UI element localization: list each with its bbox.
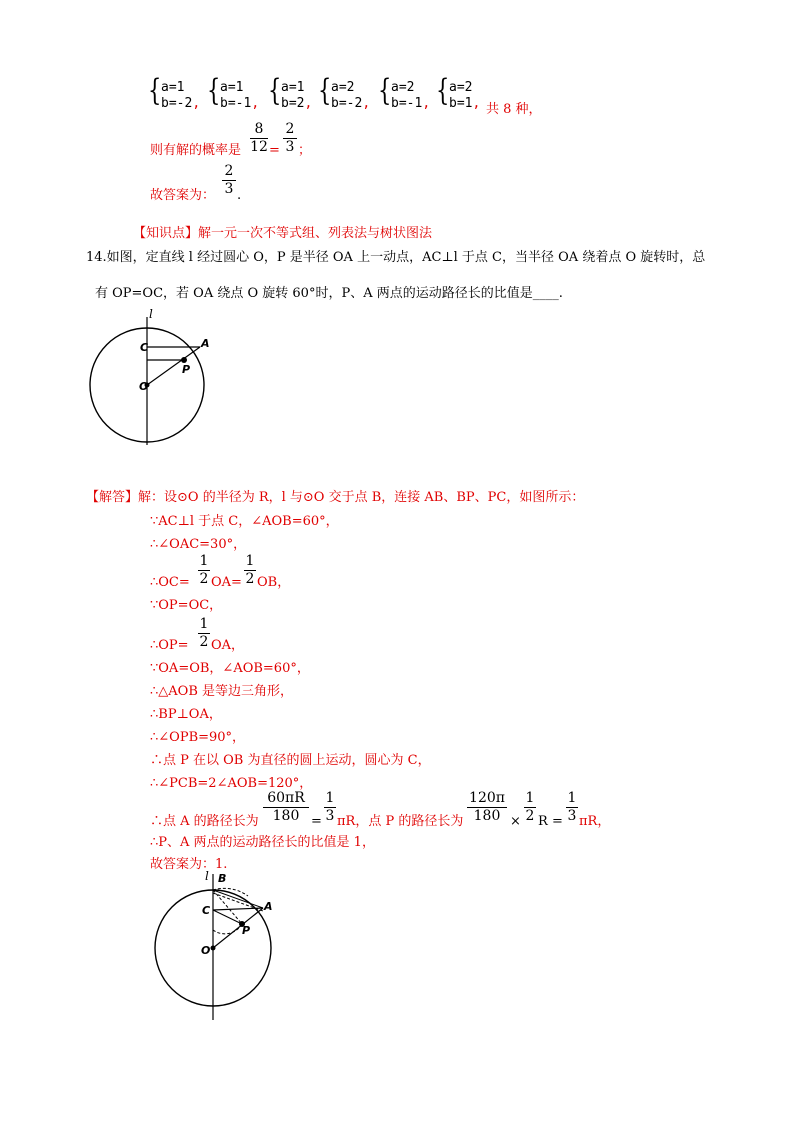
label-o: O xyxy=(139,380,149,393)
system-separator: , xyxy=(192,96,201,111)
system-separator: , xyxy=(362,96,371,111)
system-b-row xyxy=(449,96,480,112)
equation-system xyxy=(281,80,312,112)
solution-step-14: 故答案为：1. xyxy=(150,857,228,872)
solution-step-12a: ∴点 A 的路径长为 xyxy=(150,814,259,829)
answer-label: 故答案为： xyxy=(150,188,216,203)
system-b-value: b=-2 xyxy=(161,96,193,111)
solution-step-13: ∴P、A 两点的运动路径长的比值是 1， xyxy=(150,835,375,850)
segment-cp xyxy=(213,910,242,924)
system-separator: , xyxy=(422,96,431,111)
fraction-1-2: 1 2 xyxy=(525,790,535,824)
times-sign: × xyxy=(510,814,521,829)
label-c-2: C xyxy=(202,904,211,917)
system-b-row xyxy=(331,96,370,112)
label-a: A xyxy=(201,337,210,350)
fraction-half-1: 1 2 xyxy=(199,553,209,587)
equation-system xyxy=(161,80,200,112)
fraction-8-12: 8 12 xyxy=(250,121,268,155)
system-a-value: a=1 xyxy=(281,80,305,95)
system-a-value: a=2 xyxy=(331,80,355,95)
solution-step-6: ∵OA=OB，∠AOB=60°， xyxy=(150,661,310,676)
system-brace: { xyxy=(207,73,221,108)
system-b-value: b=-2 xyxy=(331,96,363,111)
label-c: C xyxy=(140,341,149,354)
system-a-value: a=1 xyxy=(220,80,244,95)
solution-step-9: ∴∠OPB=90°， xyxy=(150,730,246,745)
system-b-row xyxy=(391,96,430,112)
solution-step-1: ∵AC⊥l 于点 C，∠AOB=60°， xyxy=(150,514,339,529)
answer-period: . xyxy=(237,188,242,203)
probability-text: 则有解的概率是 xyxy=(150,143,242,158)
r-symbol: R xyxy=(538,814,548,829)
solution-step-10: ∴点 P 在以 OB 为直径的圆上运动，圆心为 C， xyxy=(150,753,431,768)
system-b-row xyxy=(220,96,259,112)
solution-step-5b: OA， xyxy=(211,638,245,653)
system-brace: { xyxy=(318,73,332,108)
knowledge-point: 【知识点】解一元一次不等式组、列表法与树状图法 xyxy=(133,226,433,241)
system-separator: , xyxy=(251,96,260,111)
solution-step-4: ∵OP=OC， xyxy=(150,598,223,613)
equation-system xyxy=(331,80,370,112)
label-p-2: P xyxy=(242,924,251,937)
equals-2: = xyxy=(552,814,563,829)
question-line-1: 14.如图，定直线 l 经过圆心 O，P 是半径 OA 上一动点，AC⊥l 于点 C，当半径 OA 绕着点 O 旋转时，总 xyxy=(86,250,706,265)
solution-step-8: ∴BP⊥OA， xyxy=(150,707,222,722)
arc-p-path xyxy=(213,924,242,934)
system-b-value: b=2 xyxy=(281,96,305,111)
solution-figure xyxy=(150,868,290,1023)
equation-system xyxy=(449,80,480,112)
question-line-2: 有 OP=OC，若 OA 绕点 O 旋转 60°时，P、A 两点的运动路径长的比值是____. xyxy=(95,286,563,301)
label-l-2: l xyxy=(205,869,209,883)
system-brace: { xyxy=(148,73,162,108)
system-b-row xyxy=(161,96,200,112)
fraction-2-3: 2 3 xyxy=(283,122,297,155)
solution-step-11: ∴∠PCB=2∠AOB=120°， xyxy=(150,776,313,791)
solution-step-7: ∴△AOB 是等边三角形， xyxy=(150,684,294,699)
system-b-value: b=1 xyxy=(449,96,473,111)
fraction-half-3: 1 2 xyxy=(199,616,209,650)
fraction-1-3-b: 1 3 xyxy=(567,790,577,824)
equation-system xyxy=(391,80,430,112)
solution-step-5a: ∴OP= xyxy=(150,638,189,653)
label-a-2: A xyxy=(264,900,273,913)
point-o-2 xyxy=(211,946,216,951)
fraction-half-2: 1 2 xyxy=(245,553,255,587)
fraction-60piR-180: 60πR 180 xyxy=(263,791,309,824)
equals-1: = xyxy=(311,814,322,829)
answer-fraction: 2 3 xyxy=(222,164,236,197)
label-o-2: O xyxy=(201,944,211,957)
system-a-value: a=2 xyxy=(391,80,415,95)
solution-step-12b: πR，点 P 的路径长为 xyxy=(337,814,464,829)
system-brace: { xyxy=(378,73,392,108)
system-separator: , xyxy=(304,96,313,111)
system-brace: { xyxy=(436,73,450,108)
solution-step-3c: OB， xyxy=(257,575,291,590)
label-l: l xyxy=(149,307,153,321)
system-separator: , xyxy=(472,96,481,111)
solution-intro: 【解答】解：设⊙O 的半径为 R，l 与⊙O 交于点 B，连接 AB、BP、PC，如图所示： xyxy=(86,490,585,505)
solution-step-3b: OA= xyxy=(211,575,242,590)
solution-step-12c: πR， xyxy=(579,814,611,829)
segment-oa xyxy=(147,347,200,385)
total-count: 共 8 种， xyxy=(486,102,542,117)
system-a-value: a=2 xyxy=(449,80,473,95)
system-b-row xyxy=(281,96,312,112)
equation-system xyxy=(220,80,259,112)
fraction-120pi-180: 120π 180 xyxy=(467,791,507,824)
semicolon: ； xyxy=(298,143,312,158)
question-figure xyxy=(88,305,238,455)
system-a-value: a=1 xyxy=(161,80,185,95)
equals-sign: = xyxy=(269,143,280,158)
fraction-1-3-a: 1 3 xyxy=(325,790,335,824)
solution-step-3a: ∴OC= xyxy=(150,575,190,590)
system-b-value: b=-1 xyxy=(391,96,423,111)
label-b-2: B xyxy=(218,872,227,885)
system-b-value: b=-1 xyxy=(220,96,252,111)
label-p: P xyxy=(182,363,191,376)
solution-step-2: ∴∠OAC=30°， xyxy=(150,537,247,552)
system-brace: { xyxy=(268,73,282,108)
